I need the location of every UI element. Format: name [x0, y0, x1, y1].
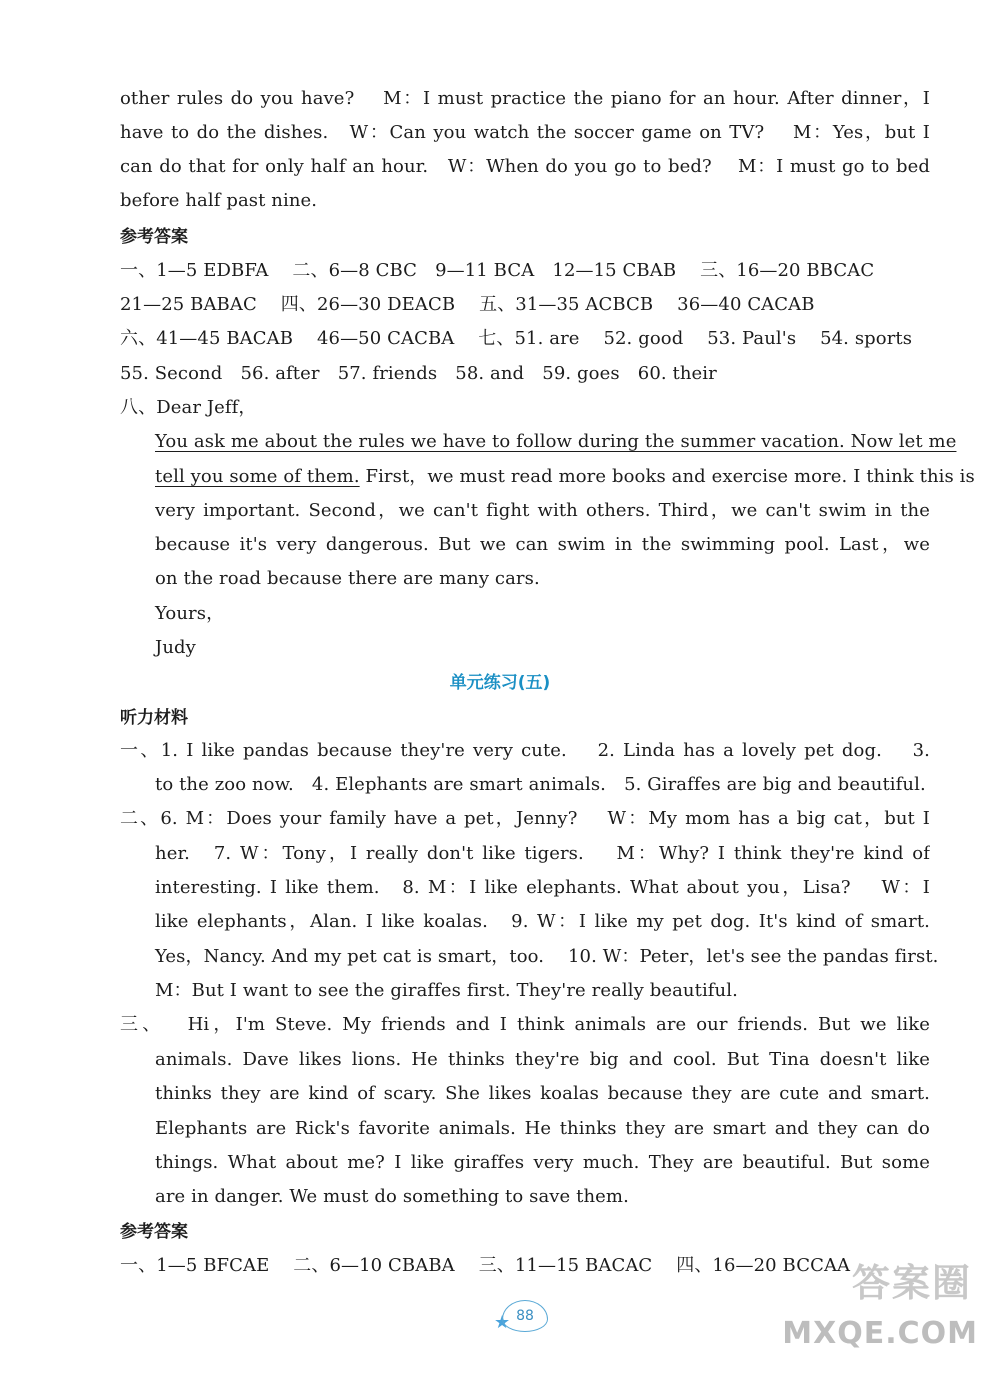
letter-underlined-phrase: tell you some of them.	[155, 466, 360, 487]
answer-line: 一、1—5 EDBFA 二、6—8 CBC 9—11 BCA 12—15 CBAB 三、16—20 BBCAC	[120, 260, 875, 281]
letter-line	[155, 460, 975, 494]
watermark	[782, 1255, 992, 1365]
watermark-bottom-text: MXQE.COM	[782, 1316, 978, 1351]
letter-line: because it's very dangerous. But we can swim in the swimming pool. Last，we	[155, 534, 930, 555]
listening-line: interesting. I like them. 8. M：I like elephants. What about you，Lisa? W：I	[155, 877, 930, 898]
listening-line: 二、6. M：Does your family have a pet，Jenny? W：My mom has a big cat，but I	[120, 808, 930, 829]
listening-line: M：But I want to see the giraffes first. They're really beautiful.	[155, 980, 738, 1001]
answers-heading: 参考答案	[120, 227, 188, 247]
answers-heading: 参考答案	[120, 1222, 188, 1242]
page-number: 88	[502, 1300, 548, 1332]
answer-line: 六、41—45 BACAB 46—50 CACBA 七、51. are 52. good 53. Paul's 54. sports	[120, 328, 913, 349]
listening-line: are in danger. We must do something to save them.	[155, 1186, 629, 1207]
letter-line: very important. Second，we can't fight with others. Third，we can't swim in the	[155, 500, 930, 521]
listening-line: 一、1. I like pandas because they're very cute. 2. Linda has a lovely pet dog. 3.	[120, 740, 930, 761]
listening-line: animals. Dave likes lions. He thinks they're big and cool. But Tina doesn't like	[155, 1049, 930, 1070]
dialogue-line: other rules do you have? M：I must practice the piano for an hour. After dinner，I	[120, 88, 930, 109]
dialogue-line: have to do the dishes. W：Can you watch the soccer game on TV? M：Yes，but I	[120, 122, 930, 143]
letter-salutation: 八、Dear Jeff，	[120, 397, 257, 418]
listening-line: like elephants，Alan. I like koalas. 9. W：I like my pet dog. It's kind of smart.	[155, 911, 930, 932]
answer-line: 一、1—5 BFCAE 二、6—10 CBABA 三、11—15 BACAC 四、16—20 BCCAA	[120, 1255, 851, 1276]
unit-title: 单元练习(五)	[449, 673, 551, 693]
watermark-top-text: 答案圈	[851, 1261, 972, 1305]
listening-line: 三、 Hi，I'm Steve. My friends and I think animals are our friends. But we like	[120, 1014, 930, 1035]
answer-line: 21—25 BABAC 四、26—30 DEACB 五、31—35 ACBCB 36—40 CACAB	[120, 294, 815, 315]
listening-line: thinks they are kind of scary. She likes koalas because they are cute and smart.	[155, 1083, 930, 1104]
letter-line-rest: First，we must read more books and exercise more. I think this is	[359, 466, 975, 487]
listening-heading: 听力材料	[120, 708, 188, 728]
listening-line: Yes，Nancy. And my pet cat is smart，too. 10. W：Peter，let's see the pandas first.	[155, 946, 939, 967]
dialogue-line: can do that for only half an hour. W：When do you go to bed? M：I must go to bed	[120, 156, 930, 177]
answer-line: 55. Second 56. after 57. friends 58. and 59. goes 60. their	[120, 363, 717, 384]
letter-signature: Judy	[155, 637, 196, 658]
dialogue-line: before half past nine.	[120, 190, 318, 211]
letter-line: on the road because there are many cars.	[155, 568, 540, 589]
listening-line: Elephants are Rick's favorite animals. He thinks they are smart and they can do	[155, 1118, 930, 1139]
listening-line: things. What about me? I like giraffes very much. They are beautiful. But some	[155, 1152, 930, 1173]
star-icon: ★	[494, 1312, 511, 1333]
listening-line: her. 7. W：Tony，I really don't like tigers. M：Why? I think they're kind of	[155, 843, 930, 864]
listening-line: to the zoo now. 4. Elephants are smart animals. 5. Giraffes are big and beautiful.	[155, 774, 926, 795]
letter-underlined-line: You ask me about the rules we have to follow during the summer vacation. Now let me	[155, 431, 957, 452]
letter-closing: Yours，	[155, 603, 225, 624]
